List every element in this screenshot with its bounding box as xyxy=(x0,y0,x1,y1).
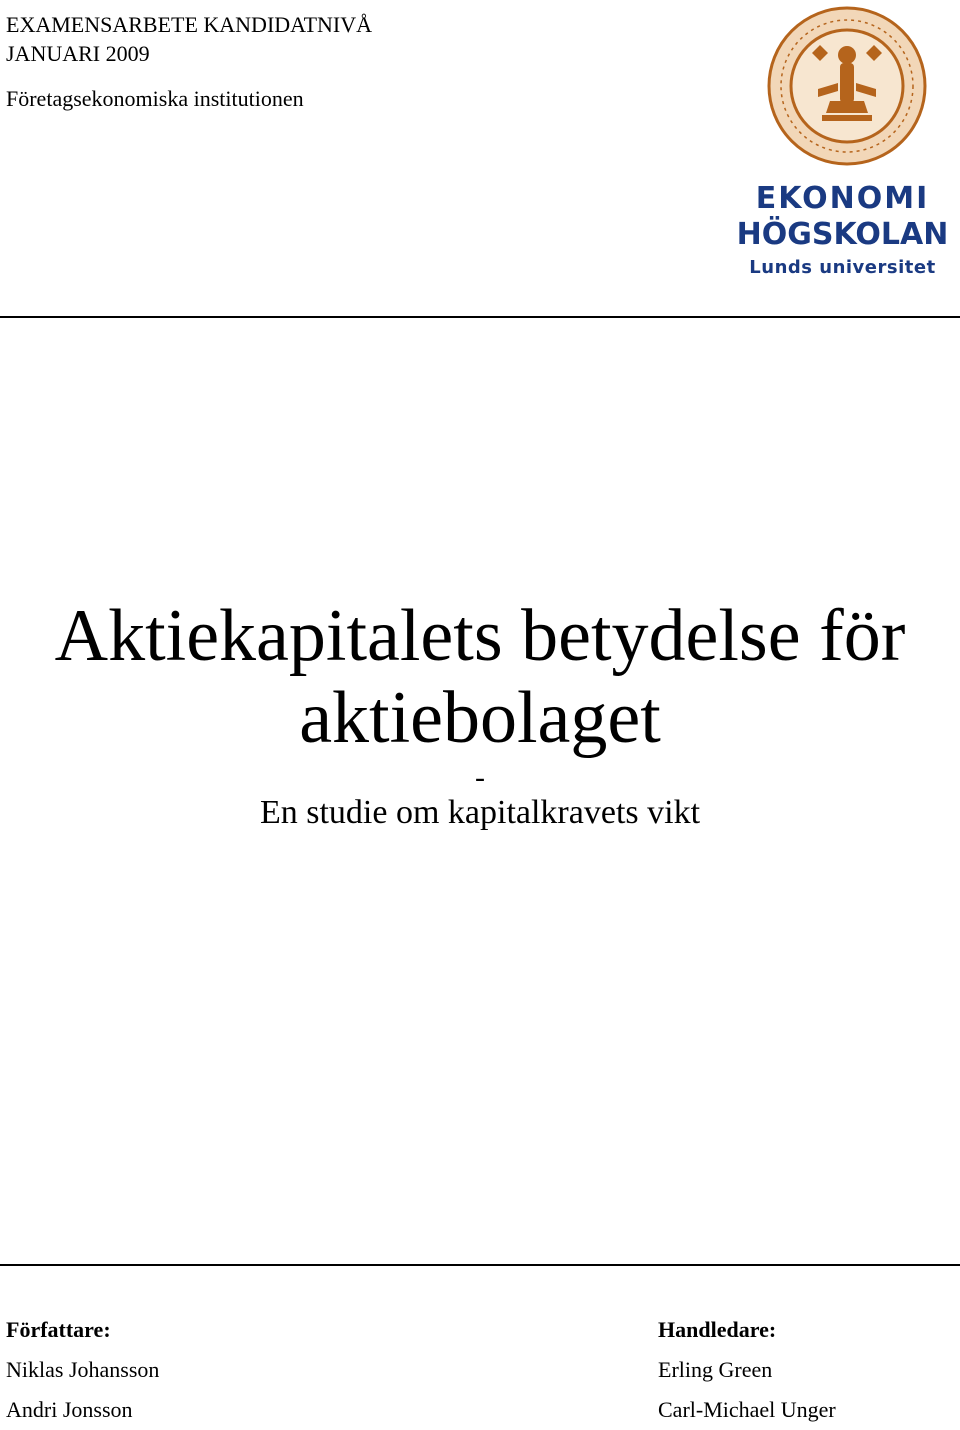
author-name: Niklas Johansson xyxy=(6,1357,160,1382)
supervisor-name: Erling Green xyxy=(658,1357,773,1382)
logo-text-university: Lunds universitet xyxy=(749,257,936,278)
lund-university-seal-icon xyxy=(766,5,928,167)
subtitle: En studie om kapitalkravets vikt xyxy=(259,794,701,831)
authors-heading: Författare: xyxy=(6,1317,111,1342)
department: Företagsekonomiska institutionen xyxy=(6,86,304,111)
header-block xyxy=(6,10,372,113)
title-separator: - xyxy=(475,761,485,794)
logo-text-hogskolan: HÖGSKOLAN xyxy=(736,217,949,252)
author-name: Andri Jonsson xyxy=(6,1397,133,1422)
title-block xyxy=(0,595,960,833)
title-line-1: Aktiekapitalets betydelse för xyxy=(54,595,906,677)
exam-level: EXAMENSARBETE KANDIDATNIVÅ xyxy=(6,12,373,37)
school-logo xyxy=(730,5,955,280)
title-line-2: aktiebolaget xyxy=(299,677,661,759)
supervisor-name: Carl-Michael Unger xyxy=(658,1397,836,1422)
top-divider xyxy=(0,316,960,318)
supervisors-heading: Handledare: xyxy=(658,1317,777,1342)
authors-block xyxy=(6,1310,159,1430)
bottom-divider xyxy=(0,1264,960,1266)
exam-date: JANUARI 2009 xyxy=(6,41,150,66)
supervisors-block xyxy=(658,1310,836,1430)
logo-text-ekonomi: EKONOMI xyxy=(755,181,930,216)
page-title xyxy=(0,595,960,759)
